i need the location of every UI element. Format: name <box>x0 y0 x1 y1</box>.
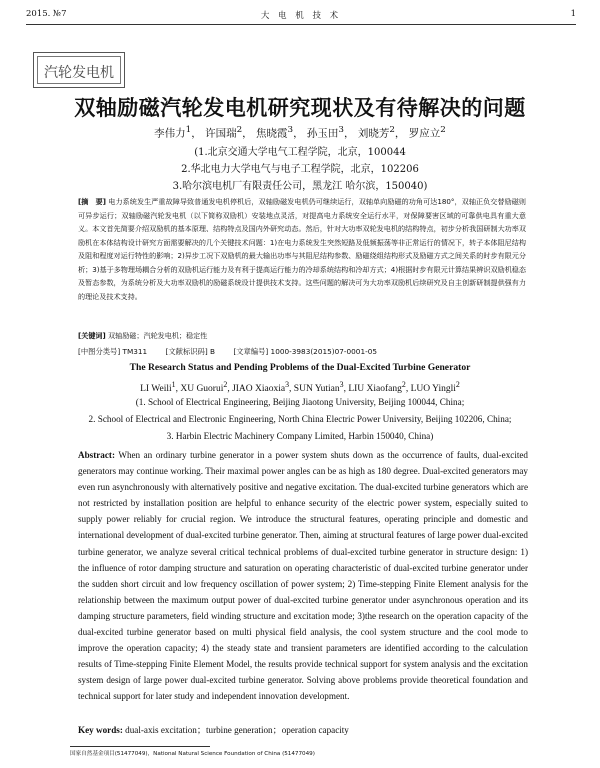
author-sup: 3 <box>287 125 294 135</box>
keywords-english <box>78 722 349 736</box>
abstract-en-label: Abstract: <box>78 450 115 460</box>
en-author-sup: 2 <box>455 380 460 389</box>
author-list: 李伟力$^1$， 许国瑞$^2$， 焦晓霞$^3$， 孙玉田$^3$， 刘晓芳$^2$， 罗应立$^2$ <box>154 125 446 140</box>
en-author-sup: 2 <box>223 380 228 389</box>
en-author: JIAO Xiaoxia <box>232 384 286 395</box>
en-author-sup: 3 <box>339 380 344 389</box>
english-affiliation-2: 2. School of Electrical and Electronic Engineering, North China Electric Power University, Beijing 102206, China; <box>88 414 512 424</box>
article-number: [文章编号] 1000-3983(2015)07-0001-05 <box>233 347 378 356</box>
english-author-list: LI Weili$^1$, XU Guorui$^2$, JIAO Xiaoxia$^3$, SUN Yutian$^3$, LIU Xiaofang$^2$, LUO Yingli$^2$ <box>140 380 460 395</box>
journal-name: 大 电 机 技 术 <box>260 11 342 21</box>
header-divider <box>26 24 576 25</box>
author: 罗应立 <box>408 127 441 140</box>
author: 许国瑞 <box>205 127 237 140</box>
column-tag: 汽轮发电机 <box>44 65 114 81</box>
abstract-en-text: When an ordinary turbine generator in a power system shuts down as the occurrence of faults, dual-excited generators may continue working. Their maximal power angles can be as high as 180 degree. Dual-excited generators may even run asynchronously with alternatively positive and negative excitation. The dual-excited turbine generators which are not restricted by installation position are helpful to enhance security of the electric power system, especially suited to supply power reliably for crucial region. We introduce the structural features, operating principle and domestic and international development of dual-excited turbine generator. Then, aiming at structural features of large power dual-excited turbine generator, we analyze several critical technical problems of dual-excited turbine generator in structure design: 1) the influence of rotor damping structure and saturation on operating characteristic of dual-excited turbine generator under the sudden short circuit and low frequency oscillation of power system; 2) Time-stepping Finite Element analysis for the relationship between the maximum output power of dual-excited turbine generator under asynchronous operation and its damping structure parameters, field winding structure and excitation mode; 3)the research on the operation capacity of the dual-excited turbine generator based on multi physical field analysis, the cool system structure and the cool mode to improve the operation capacity; 4) the steady state and transient parameters are identified according to the calculation results of Time-stepping Finite Element Model, the results provide technical support for system analysis and the excitation system design of large power dual-excited turbine generator. Solving above problems provide theoretical foundation and technical support for later study and independent innovation development. <box>78 450 528 702</box>
keywords-en-label: Key words: <box>78 725 123 735</box>
document-code: [文献标识码] B <box>165 347 216 356</box>
author: 孙玉田 <box>306 127 339 140</box>
abstract-chinese <box>78 195 526 303</box>
running-header <box>26 9 576 23</box>
clc-number: [中图分类号] TM311 <box>78 347 148 356</box>
abstract-cn-text: 电力系统发生严重故障导致普通发电机停机后，双轴励磁发电机仍可继续运行，双轴单向励磁的功角可达180°，双轴正负交替励磁则可异步运行；双轴励磁汽轮发电机（以下简称双励机）安装地点灵活，对提高电力系统安全运行水平，对保障要害区域的可靠供电具有重大意义。本文首先简要介绍双励机的基本原理、结构特点及国内外研究动态。然后，针对大功率双轮发电机的结构特点，初步分析我国研制大功率双励机在本体结构设计研究方面需要解决的几个关键技术问题：1)在电力系统发生突然短路及低频振荡等非正常运行的情况下，转子本体阻尼结构及阻和程度对运行特性的影响；2)异步工况下双励机的最大输出功率与其阻尼结构参数、励磁绕组结构形式及励磁方式之间关系的时步有限元分析；3)基于多物理场耦合分析的双励机运行能力及有利于提高运行能力的冷却系统结构和冷却方式；4)根据时步有限元计算结果辨识双励机稳态及暂态参数，为系统分析及大功率双励机的励磁系统设计提供技术支持。这些问题的解决可为大功率双励机后续研究及自主创新研制提供强有力的理论及技术支持。 <box>78 197 527 301</box>
keywords-chinese <box>78 331 207 341</box>
english-affiliation-1: (1. School of Electrical Engineering, Beijing Jiaotong University, Beijing 100044, China; <box>135 397 465 407</box>
author: 李伟力 <box>154 127 186 140</box>
affiliation-2: 2.华北电力大学电气与电子工程学院，北京，102206 <box>181 164 419 175</box>
issue-number: 2015. №7 <box>26 9 67 19</box>
keywords-cn-label: [关键词] <box>78 331 106 340</box>
en-author: SUN Yutian <box>293 384 340 395</box>
author-sup: 3 <box>338 125 344 135</box>
en-author: LIU Xiaofang <box>348 384 402 395</box>
page-number: 1 <box>570 9 576 19</box>
en-author: LI Weili <box>140 384 172 395</box>
column-tag-stamp <box>33 52 125 88</box>
author: 焦晓霞 <box>256 127 288 140</box>
en-author-sup: 1 <box>171 380 176 389</box>
keywords-cn-text: 双轴励磁；汽轮发电机；稳定性 <box>108 331 208 340</box>
classification-row <box>78 347 393 357</box>
english-title: The Research Status and Pending Problems of the Dual-Excited Turbine Generator <box>129 362 471 373</box>
abstract-english <box>78 447 528 705</box>
author-sup: 2 <box>440 125 446 135</box>
english-affiliation-3: 3. Harbin Electric Machinery Company Limited, Harbin 150040, China) <box>166 431 434 441</box>
author-sup: 1 <box>185 125 192 135</box>
keywords-en-text: dual-axis excitation；turbine generation；operation capacity <box>125 725 349 735</box>
en-author: XU Guorui <box>180 384 224 395</box>
affiliation-3: 3.哈尔滨电机厂有限责任公司，黑龙江 哈尔滨，150040) <box>172 181 428 192</box>
funding-footnote: 国家自然基金项目(51477049)，National Natural Science Foundation of China (51477049) <box>70 751 315 757</box>
en-author-sup: 2 <box>401 380 406 389</box>
author-sup: 2 <box>236 125 243 135</box>
paper-title: 双轴励磁汽轮发电机研究现状及有待解决的问题 <box>74 96 526 120</box>
en-author: LUO Yingli <box>410 384 456 395</box>
affiliation-1: (1.北京交通大学电气工程学院，北京，100044 <box>194 147 406 158</box>
footnote-divider <box>70 746 210 747</box>
abstract-cn-label: [摘 要] <box>78 197 107 206</box>
author: 刘晓芳 <box>357 127 390 140</box>
author-sup: 2 <box>389 125 395 135</box>
en-author-sup: 3 <box>285 380 290 389</box>
